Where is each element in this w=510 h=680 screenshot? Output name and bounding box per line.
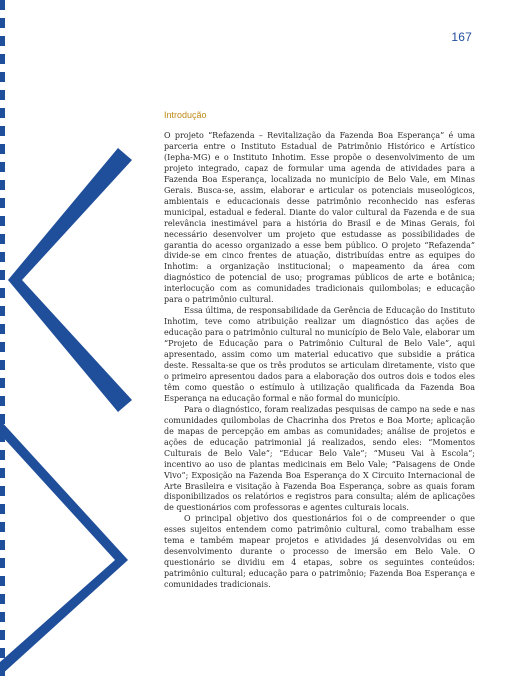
main-text-column (164, 110, 475, 591)
section-heading: Introdução (164, 110, 207, 120)
upper-chevron (8, 148, 132, 412)
decorative-chevrons (0, 0, 170, 680)
page-number: 167 (451, 30, 472, 44)
lower-chevron (0, 420, 128, 676)
paragraph-1: O projeto “Refazenda – Revitalização da Fazenda Boa Esperança” é uma parceria entre o Instituto Estadual de Patrimônio Histórico e Artístico (Iepha-MG) e o Instituto Inhotim. Esse propõe o desenvolvimento de um projeto integrado, capaz de formular uma agenda de atividades para a Fazenda Boa Esperança, localizada no município de Belo Vale, em Minas Gerais. Busca-se, assim, elaborar e articular os potenciais museológicos, ambientais e educacionais desse patrimônio reconhecido nas esferas municipal, estadual e federal. Diante do valor cultural da Fazenda e de sua relevância inestimável para a história do Brasil e de Minas Gerais, foi necessário desenvolver um projeto que estudasse as possibilidades de garantia do acesso organizado a esse bem público. O projeto “Refazenda” divide-se em cinco frentes de atuação, distribuídas entre as equipes do Inhotim: a organização institucional; o mapeamento da área com diagnóstico de potencial de uso; programas públicos de arte e botânica; interlocução com as comunidades tradicionais quilombolas; e educação para o patrimônio cultural. (164, 131, 475, 305)
paragraph-2: Essa última, de responsabilidade da Gerência de Educação do Instituto Inhotim, teve como atribuição realizar um diagnóstico das ações de educação para o patrimônio cultural no município de Belo Vale, elaborar um “Projeto de Educação para o Patrimônio Cultural de Belo Vale”, aqui apresentado, assim como um material educativo que subsidie a prática deste. Ressalta-se que os três produtos se articulam diretamente, visto que o primeiro apresentou dados para a elaboração dos outros dois e todos eles têm como questão o estímulo à utilização qualificada da Fazenda Boa Esperança na educação formal e não formal do município. (164, 306, 475, 403)
paragraph-4: O principal objetivo dos questionários foi o de compreender o que esses sujeitos entendem como patrimônio cultural, como trabalham esse tema e também mapear projetos e atividades já desenvolvidas ou em desenvolvimento durante o processo de imersão em Belo Vale. O questionário se dividiu em 4 etapas, sobre os seguintes conteúdos: patrimônio cultural; educação para o patrimônio; Fazenda Boa Esperança e comunidades tradicionais. (164, 514, 475, 590)
paragraph-3: Para o diagnóstico, foram realizadas pesquisas de campo na sede e nas comunidades quilombolas de Chacrinha dos Pretos e Boa Morte; aplicação de mapas de percepção em ambas as comunidades; análise de projetos e ações de educação patrimonial já realizados, sendo eles: “Momentos Culturais de Belo Vale”; “Educar Belo Vale”; “Museu Vai à Escola”; incentivo ao uso de plantas medicinais em Belo Vale; “Paisagens de Onde Vivo”; Exposição na Fazenda Boa Esperança do X Circuito Internacional de Arte Brasileira e visitação à Fazenda Boa Esperança, sobre as quais foram disponibilizados os relatórios e registros para consulta; além de aplicações de questionários com professoras e agentes culturais locais. (164, 404, 475, 513)
